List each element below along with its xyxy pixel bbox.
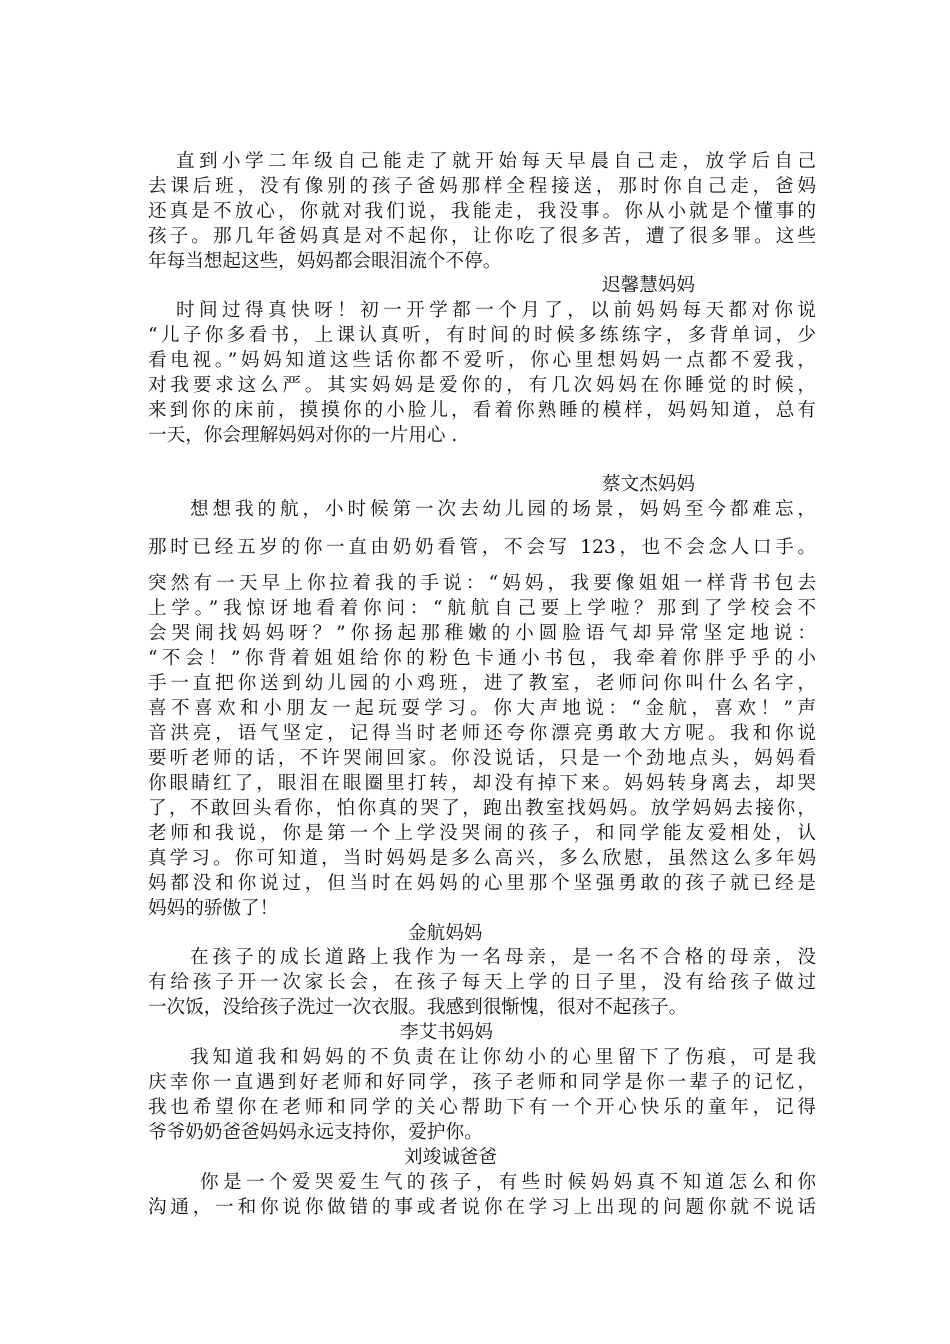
paragraph-line: 要听老师的话，不许哭闹回家。你没说话，只是一个劲地点头，妈妈看 [148,748,816,769]
paragraph-line: 真学习。你可知道，当时妈妈是多么高兴，多么欣慰，虽然这么多年妈 [148,848,816,869]
paragraph-line: 年每当想起这些，妈妈都会眼泪流个不停。 [148,251,502,272]
paragraph-line: 那时已经五岁的你一直由奶奶看管，不会写 123，也不会念人口手。 [148,537,816,558]
paragraph-line: 妈都没和你说过，但当时在妈妈的心里那个坚强勇敢的孩子就已经是 [148,873,816,894]
paragraph-line: 时间过得真快呀！初一开学都一个月了，以前妈妈每天都对你说 [176,300,816,321]
paragraph-line: 你是一个爱哭爱生气的孩子，有些时候妈妈真不知道怎么和你 [200,1172,816,1193]
paragraph-line: 在孩子的成长道路上我作为一名母亲，是一名不合格的母亲，没 [190,947,816,968]
paragraph-line: 爷爷奶奶爸爸妈妈永远支持你，爱护你。 [148,1122,483,1143]
paragraph-line: 想想我的航，小时候第一次去幼儿园的场景，妈妈至今都难忘， [190,499,816,520]
paragraph-line: 了，不敢回头看你，怕你真的哭了，跑出教室找妈妈。放学妈妈去接你， [148,798,816,819]
paragraph-line: 我知道我和妈妈的不负责在让你幼小的心里留下了伤痕，可是我 [190,1047,816,1068]
paragraph-line: 来到你的床前，摸摸你的小脸儿，看着你熟睡的模样，妈妈知道，总有 [148,400,816,421]
signature: 李艾书妈妈 [400,1022,493,1043]
paragraph-line: 看电视。”妈妈知道这些话你都不爱听，你心里想妈妈一点都不爱我， [148,350,816,371]
paragraph-line: 庆幸你一直遇到好老师和好同学，孩子老师和同学是你一辈子的记忆， [148,1072,816,1093]
paragraph-line: 我也希望你在老师和同学的关心帮助下有一个开心快乐的童年，记得 [148,1097,816,1118]
signature: 刘竣诚爸爸 [404,1147,497,1168]
paragraph-line: 喜不喜欢和小朋友一起玩耍学习。你大声地说：“金航，喜欢！”声 [148,698,816,719]
paragraph-line: “不会！”你背着姐姐给你的粉色卡通小书包，我牵着你胖乎乎的小 [148,648,816,669]
paragraph-line: 突然有一天早上你拉着我的手说：“妈妈，我要像姐姐一样背书包去 [148,573,816,594]
paragraph-line: 手一直把你送到幼儿园的小鸡班，进了教室，老师问你叫什么名字， [148,673,816,694]
paragraph-line: 直到小学二年级自己能走了就开始每天早晨自己走，放学后自己 [176,151,816,172]
paragraph-line: 会哭闹找妈妈呀？”你扬起那稚嫩的小圆脸语气却异常坚定地说： [148,623,816,644]
paragraph-line: “儿子你多看书，上课认真听，有时间的时候多练练字，多背单词，少 [148,325,816,346]
signature: 金航妈妈 [408,923,483,944]
paragraph-line: 音洪亮，语气坚定，记得当时老师还夸你漂亮勇敢大方呢。我和你说 [148,723,816,744]
paragraph-line: 一天，你会理解妈妈对你的一片用心 . [148,425,458,446]
paragraph-line: 妈妈的骄傲了！ [148,898,279,919]
paragraph-line: 还真是不放心，你就对我们说，我能走，我没事。你从小就是个懂事的 [148,201,816,222]
paragraph-line: 一次饭，没给孩子洗过一次衣服。我感到很惭愧，很对不起孩子。 [148,997,688,1018]
paragraph-line: 上学。”我惊讶地看着你问：“航航自己要上学啦？那到了学校会不 [148,598,816,619]
paragraph-line: 沟通，一和你说你做错的事或者说你在学习上出现的问题你就不说话 [148,1197,816,1218]
paragraph-line: 你眼睛红了，眼泪在眼圈里打转，却没有掉下来。妈妈转身离去，却哭 [148,773,816,794]
paragraph-line: 去课后班，没有像别的孩子爸妈那样全程接送，那时你自己走，爸妈 [148,176,816,197]
paragraph-line: 老师和我说，你是第一个上学没哭闹的孩子，和同学能友爱相处，认 [148,823,816,844]
signature: 蔡文杰妈妈 [602,474,695,495]
paragraph-line: 有给孩子开一次家长会，在孩子每天上学的日子里，没有给孩子做过 [148,972,816,993]
paragraph-line: 对我要求这么严。其实妈妈是爱你的，有几次妈妈在你睡觉的时候， [148,375,816,396]
signature: 迟馨慧妈妈 [602,275,695,296]
paragraph-line: 孩子。那几年爸妈真是对不起你，让你吃了很多苦，遭了很多罪。这些 [148,226,816,247]
